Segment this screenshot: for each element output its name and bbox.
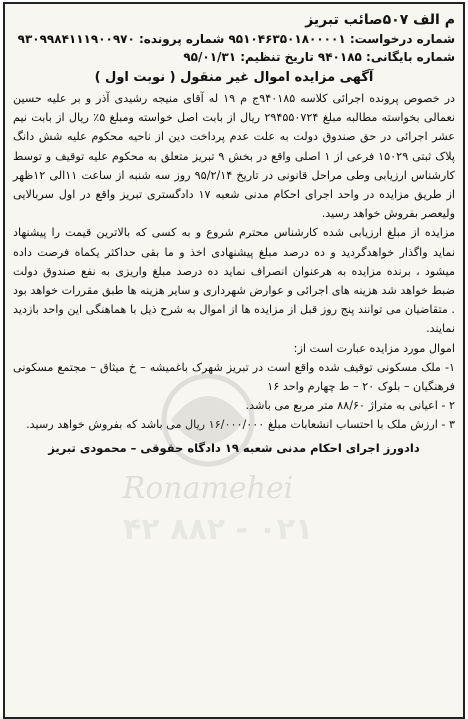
notice-title: آگهی مزایده اموال غیر منقول ( نوبت اول ) [94, 70, 374, 85]
paragraph-auction-terms: مزایده از مبلغ ارزیابی شده کارشناس محترم شروع و به کسی که بالاترین قیمت را پیشنهاد نماید واگذار خواهدگردید و ده درصد مبلغ پیشنهادی اخذ و ما بقی حداکثر یکماه فرصت داده میشود ، برنده مزایده به هرعنوان انصراف نماید ده درصد مبلغ واریزی به نفع صندوق دولت ضبط خواهد شد هزینه های اجرائی و عوارض شهرداری و سایر هزینه ها طبق مقررات خواهد بود . متقاضیان می توانند پنج روز قبل از مزایده ها از اموال به شرح ذیل با هماهنگی این واحد بازدید نمایند. [13, 226, 455, 336]
watermark-text: Ronamehei [122, 471, 294, 506]
request-number-line: شماره درخواست: ۹۵۱۰۴۶۳۵۰۱۸۰۰۰۰۱ شماره پرونده: ۹۳۰۹۹۸۴۱۱۱۹۰۰۹۷۰ [17, 32, 455, 46]
item-1: ۱- ملک مسکونی توقیف شده واقع است در تبریز شهرک باغمیشه – خ میثاق – مجتمع مسکونی فرهنگیان – بلوک ۲۰ – ط چهارم واحد ۱۶ [13, 360, 455, 394]
item-2: ۲ - اعیانی به متراژ ۸۸/۶۰ متر مربع می باشد. [245, 399, 455, 413]
signature-line: دادورز اجرای احکام مدنی شعبه ۱۹ دادگاه حقوقی – محمودی تبریز [48, 440, 420, 455]
notice-code: م الف ۵۰۷صائب تبریز [305, 12, 455, 28]
items-heading: اموال مورد مزایده عبارت است از: [293, 341, 455, 355]
archive-number-line: شماره بایگانی: ۹۴۰۱۸۵ تاریخ تنظیم: ۹۵/۰۱/۳۱ [183, 50, 455, 64]
item-3: ۳ - ارزش ملک با احتساب انشعابات مبلغ ۱۶/۰۰۰/۰۰۰ ریال می باشد که بفروش خواهد رسید. [26, 418, 455, 432]
watermark-phone: ۰۲۱ - ۸۸۲ ۴۲ [123, 512, 314, 547]
notice-frame [3, 2, 465, 719]
paragraph-case-details: در خصوص پرونده اجرائی کلاسه ۹۴۰۱۸۵ج م ۱۹ له آقای منیجه رشیدی آذر و بر علیه حسین نعمالی بخواسته مطالبه مبلغ ۲۹۴۵۵۰۷۲۴ ریال از بابت اصل خواسته ومبلغ ۵٪ ریال از بابت نیم عشر اجرائی در حق صندوق دولت به علت عدم پرداخت دین از ناحیه محکوم علیه شش دانگ پلاک ثبتی ۱۵۰۲۹ فرعی از ۱ اصلی واقع در بخش ۹ تبریز متعلق به محکوم علیه توقیف و توسط کارشناس ارزیابی وطی مراحل قانونی در تاریخ ۹۵/۲/۱۴ روز سه شنبه از ساعت ۱۱الی ۱۲ظهر از طریق مزایده در واحد اجرای احکام مدنی شعبه ۱۷ دادگستری تبریز واقع در اول سربالایی ولیعصر بفروش خواهد رسید. [13, 92, 456, 221]
